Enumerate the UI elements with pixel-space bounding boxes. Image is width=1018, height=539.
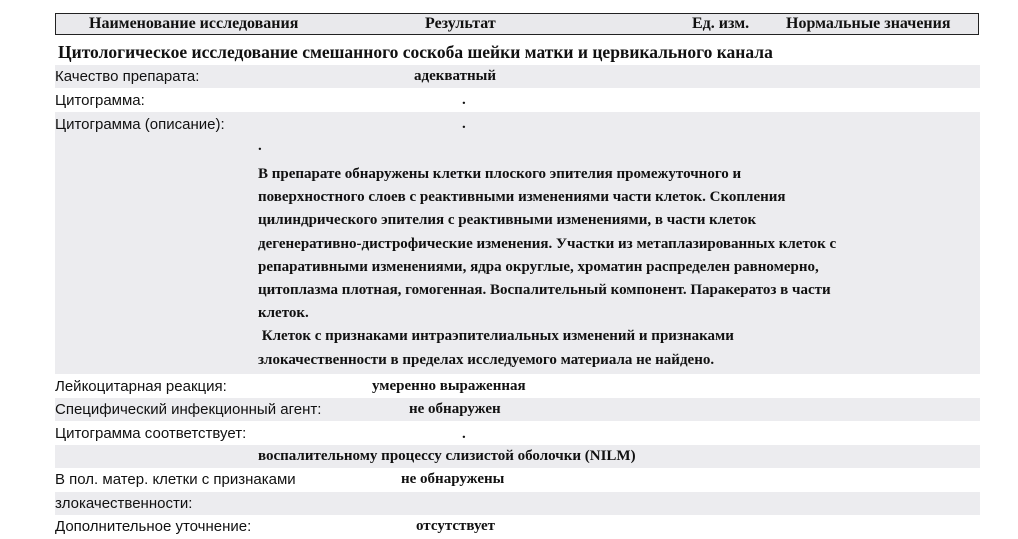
label-cytogram-desc: Цитограмма (описание): <box>55 116 225 133</box>
label-infection: Специфический инфекционный агент: <box>55 401 322 418</box>
description-paragraph <box>258 163 978 325</box>
header-result: Результат <box>425 15 496 32</box>
value-corresponds: воспалительному процессу слизистой оболочки (NILM) <box>258 448 636 464</box>
value-quality: адекватный <box>414 68 496 84</box>
description-line: дегенеративно-дистрофические изменения. Участки из метаплазированных клеток с <box>258 235 837 252</box>
description-line: цилиндрического эпителия с реактивными изменениями, в части клеток <box>258 212 757 229</box>
cytogram-description <box>258 163 978 372</box>
description-line: клеток. <box>258 305 309 322</box>
value-infection: не обнаружен <box>409 401 501 417</box>
header-unit: Ед. изм. <box>692 15 750 32</box>
label-leukocyte: Лейкоцитарная реакция: <box>55 378 227 395</box>
label-quality: Качество препарата: <box>55 68 200 85</box>
row-band <box>55 492 980 515</box>
label-malignancy-line2: злокачественности: <box>55 495 193 512</box>
label-corresponds: Цитограмма соответствует: <box>55 425 247 442</box>
value-cytogram: . <box>462 92 466 108</box>
value-cytogram-desc: . <box>462 116 466 132</box>
description-dot: . <box>258 138 262 154</box>
value-additional: отсутствует <box>416 518 496 534</box>
value-corresponds-dot: . <box>462 426 466 442</box>
description-line: В препарате обнаружены клетки плоского эпителия промежуточного и <box>258 166 742 182</box>
header-norm: Нормальные значения <box>786 15 951 32</box>
description-line: цитоплазма плотная, гомогенная. Воспалительный компонент. Паракератоз в части <box>258 282 831 299</box>
description-line: злокачественности в пределах исследуемого материала не найдено. <box>258 351 715 368</box>
table-header <box>55 13 979 35</box>
description-paragraph <box>258 325 978 371</box>
header-name: Наименование исследования <box>89 15 299 32</box>
label-malignancy-line1: В пол. матер. клетки с признаками <box>55 471 296 488</box>
label-additional: Дополнительное уточнение: <box>55 518 252 535</box>
description-line: репаративными изменениями, ядра округлые, хроматин распределен равномерно, <box>258 258 819 275</box>
label-cytogram: Цитограмма: <box>55 92 145 109</box>
description-line: Клеток с признаками интраэпителиальных изменений и признаками <box>258 328 734 345</box>
section-title: Цитологическое исследование смешанного соскоба шейки матки и цервикального канала <box>58 42 773 62</box>
value-leukocyte: умеренно выраженная <box>372 378 526 394</box>
description-line: поверхностного слоев с реактивными изменениями части клеток. Скопления <box>258 189 786 206</box>
value-malignancy: не обнаружены <box>401 471 505 487</box>
